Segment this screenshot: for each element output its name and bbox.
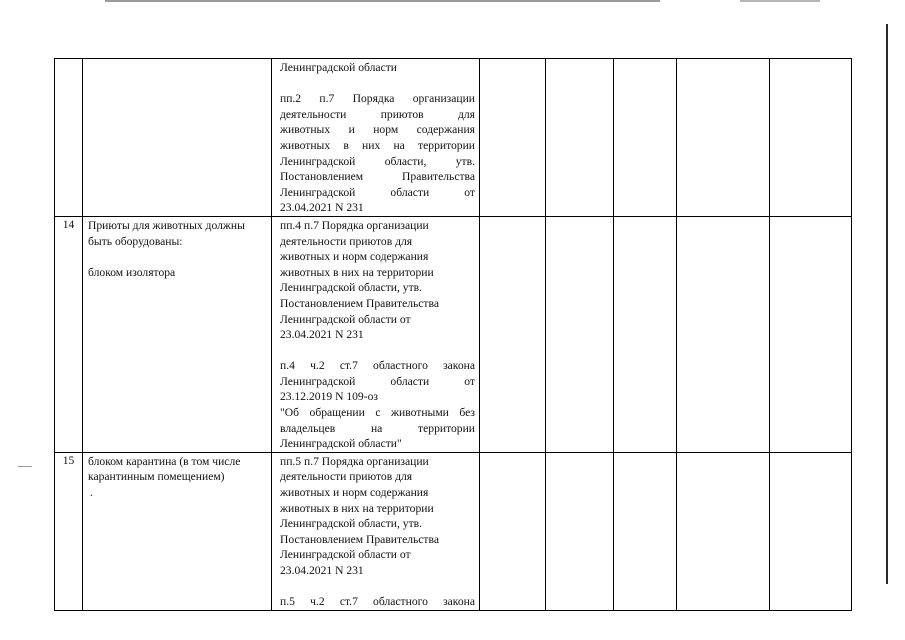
row-number-cell bbox=[55, 216, 83, 452]
reference-line: животных в них на территории bbox=[280, 138, 475, 152]
empty-cell bbox=[677, 452, 770, 610]
reference-line: пп.4 п.7 Порядка организации bbox=[280, 218, 429, 232]
reference-line: пп.5 п.7 Порядка организации bbox=[280, 454, 429, 468]
reference-line: Ленинградской области bbox=[280, 61, 397, 74]
reference-line: Ленинградской области" bbox=[280, 437, 402, 451]
requirement-line: Приюты для животных должны bbox=[88, 218, 245, 232]
empty-cell bbox=[546, 452, 614, 610]
requirements-table bbox=[54, 58, 852, 611]
row-number-cell bbox=[55, 452, 83, 610]
header-rule bbox=[105, 0, 660, 2]
empty-cell bbox=[614, 452, 677, 610]
reference-line: деятельности приютов для bbox=[280, 234, 413, 248]
requirement-line: быть оборудованы: bbox=[88, 234, 183, 248]
requirement-line: . bbox=[90, 486, 93, 500]
reference-block bbox=[280, 594, 475, 610]
requirement-line: блоком изолятора bbox=[88, 265, 176, 279]
reference-block bbox=[280, 358, 475, 452]
requirement-line: блоком карантина (в том числе bbox=[88, 454, 241, 468]
reference-cell bbox=[272, 216, 480, 452]
row-number: 14 bbox=[62, 217, 75, 231]
table-row bbox=[55, 452, 852, 610]
margin-mark bbox=[18, 466, 32, 467]
reference-line: Ленинградской области, утв. bbox=[280, 281, 423, 295]
reference-line: "Об обращении с животными без bbox=[280, 406, 475, 420]
empty-cell bbox=[614, 216, 677, 452]
requirement-cell bbox=[83, 452, 272, 610]
reference-line: п.5 ч.2 ст.7 областного закона bbox=[280, 595, 475, 609]
table-row bbox=[55, 216, 852, 452]
empty-cell bbox=[546, 216, 614, 452]
empty-cell bbox=[677, 59, 770, 217]
row-number: 15 bbox=[62, 453, 75, 467]
empty-cell bbox=[480, 216, 546, 452]
empty-cell bbox=[614, 59, 677, 217]
empty-cell bbox=[770, 216, 852, 452]
reference-line: животных и норм содержания bbox=[280, 250, 429, 264]
reference-block bbox=[280, 60, 475, 76]
table-body bbox=[55, 59, 852, 611]
reference-line: пп.2 п.7 Порядка организации bbox=[280, 92, 475, 106]
requirement-line: карантинным помещением) bbox=[88, 470, 225, 484]
reference-line: Постановлением Правительства bbox=[280, 170, 475, 184]
requirement-line bbox=[88, 249, 268, 265]
reference-line: владельцев на территории bbox=[280, 421, 475, 435]
row-number-cell bbox=[55, 59, 83, 217]
reference-line: животных и норм содержания bbox=[280, 486, 429, 500]
reference-cell bbox=[272, 59, 480, 217]
reference-line: Ленинградской области, утв. bbox=[280, 154, 475, 168]
reference-line: Ленинградской области, утв. bbox=[280, 517, 423, 531]
header-rule-right bbox=[740, 0, 820, 2]
reference-line: 23.04.2021 N 231 bbox=[280, 564, 364, 577]
reference-line: животных в них на территории bbox=[280, 265, 434, 279]
reference-block bbox=[280, 218, 475, 343]
reference-line: Ленинградской области от bbox=[280, 312, 411, 326]
page-edge-line bbox=[886, 24, 888, 584]
reference-line: 23.04.2021 N 231 bbox=[280, 328, 364, 342]
reference-line: Ленинградской области от bbox=[280, 548, 411, 562]
reference-line: деятельности приютов для bbox=[280, 107, 475, 121]
reference-line: 23.04.2021 N 231 bbox=[280, 201, 364, 215]
empty-cell bbox=[480, 452, 546, 610]
empty-cell bbox=[770, 452, 852, 610]
reference-cell bbox=[272, 452, 480, 610]
reference-block bbox=[280, 91, 475, 216]
reference-line: п.4 ч.2 ст.7 областного закона bbox=[280, 359, 475, 373]
empty-cell bbox=[480, 59, 546, 217]
reference-line: деятельности приютов для bbox=[280, 470, 413, 484]
reference-block bbox=[280, 454, 475, 579]
requirement-cell bbox=[83, 59, 272, 217]
empty-cell bbox=[770, 59, 852, 217]
reference-line: Постановлением Правительства bbox=[280, 296, 439, 310]
reference-line: животных в них на территории bbox=[280, 501, 434, 515]
reference-line: Постановлением Правительства bbox=[280, 532, 439, 546]
empty-cell bbox=[677, 216, 770, 452]
requirement-cell bbox=[83, 216, 272, 452]
reference-line: 23.12.2019 N 109-оз bbox=[280, 390, 378, 404]
empty-cell bbox=[546, 59, 614, 217]
reference-line: животных и норм содержания bbox=[280, 123, 475, 137]
reference-line: Ленинградской области от bbox=[280, 374, 475, 388]
table-row bbox=[55, 59, 852, 217]
reference-line: Ленинградской области от bbox=[280, 185, 475, 199]
